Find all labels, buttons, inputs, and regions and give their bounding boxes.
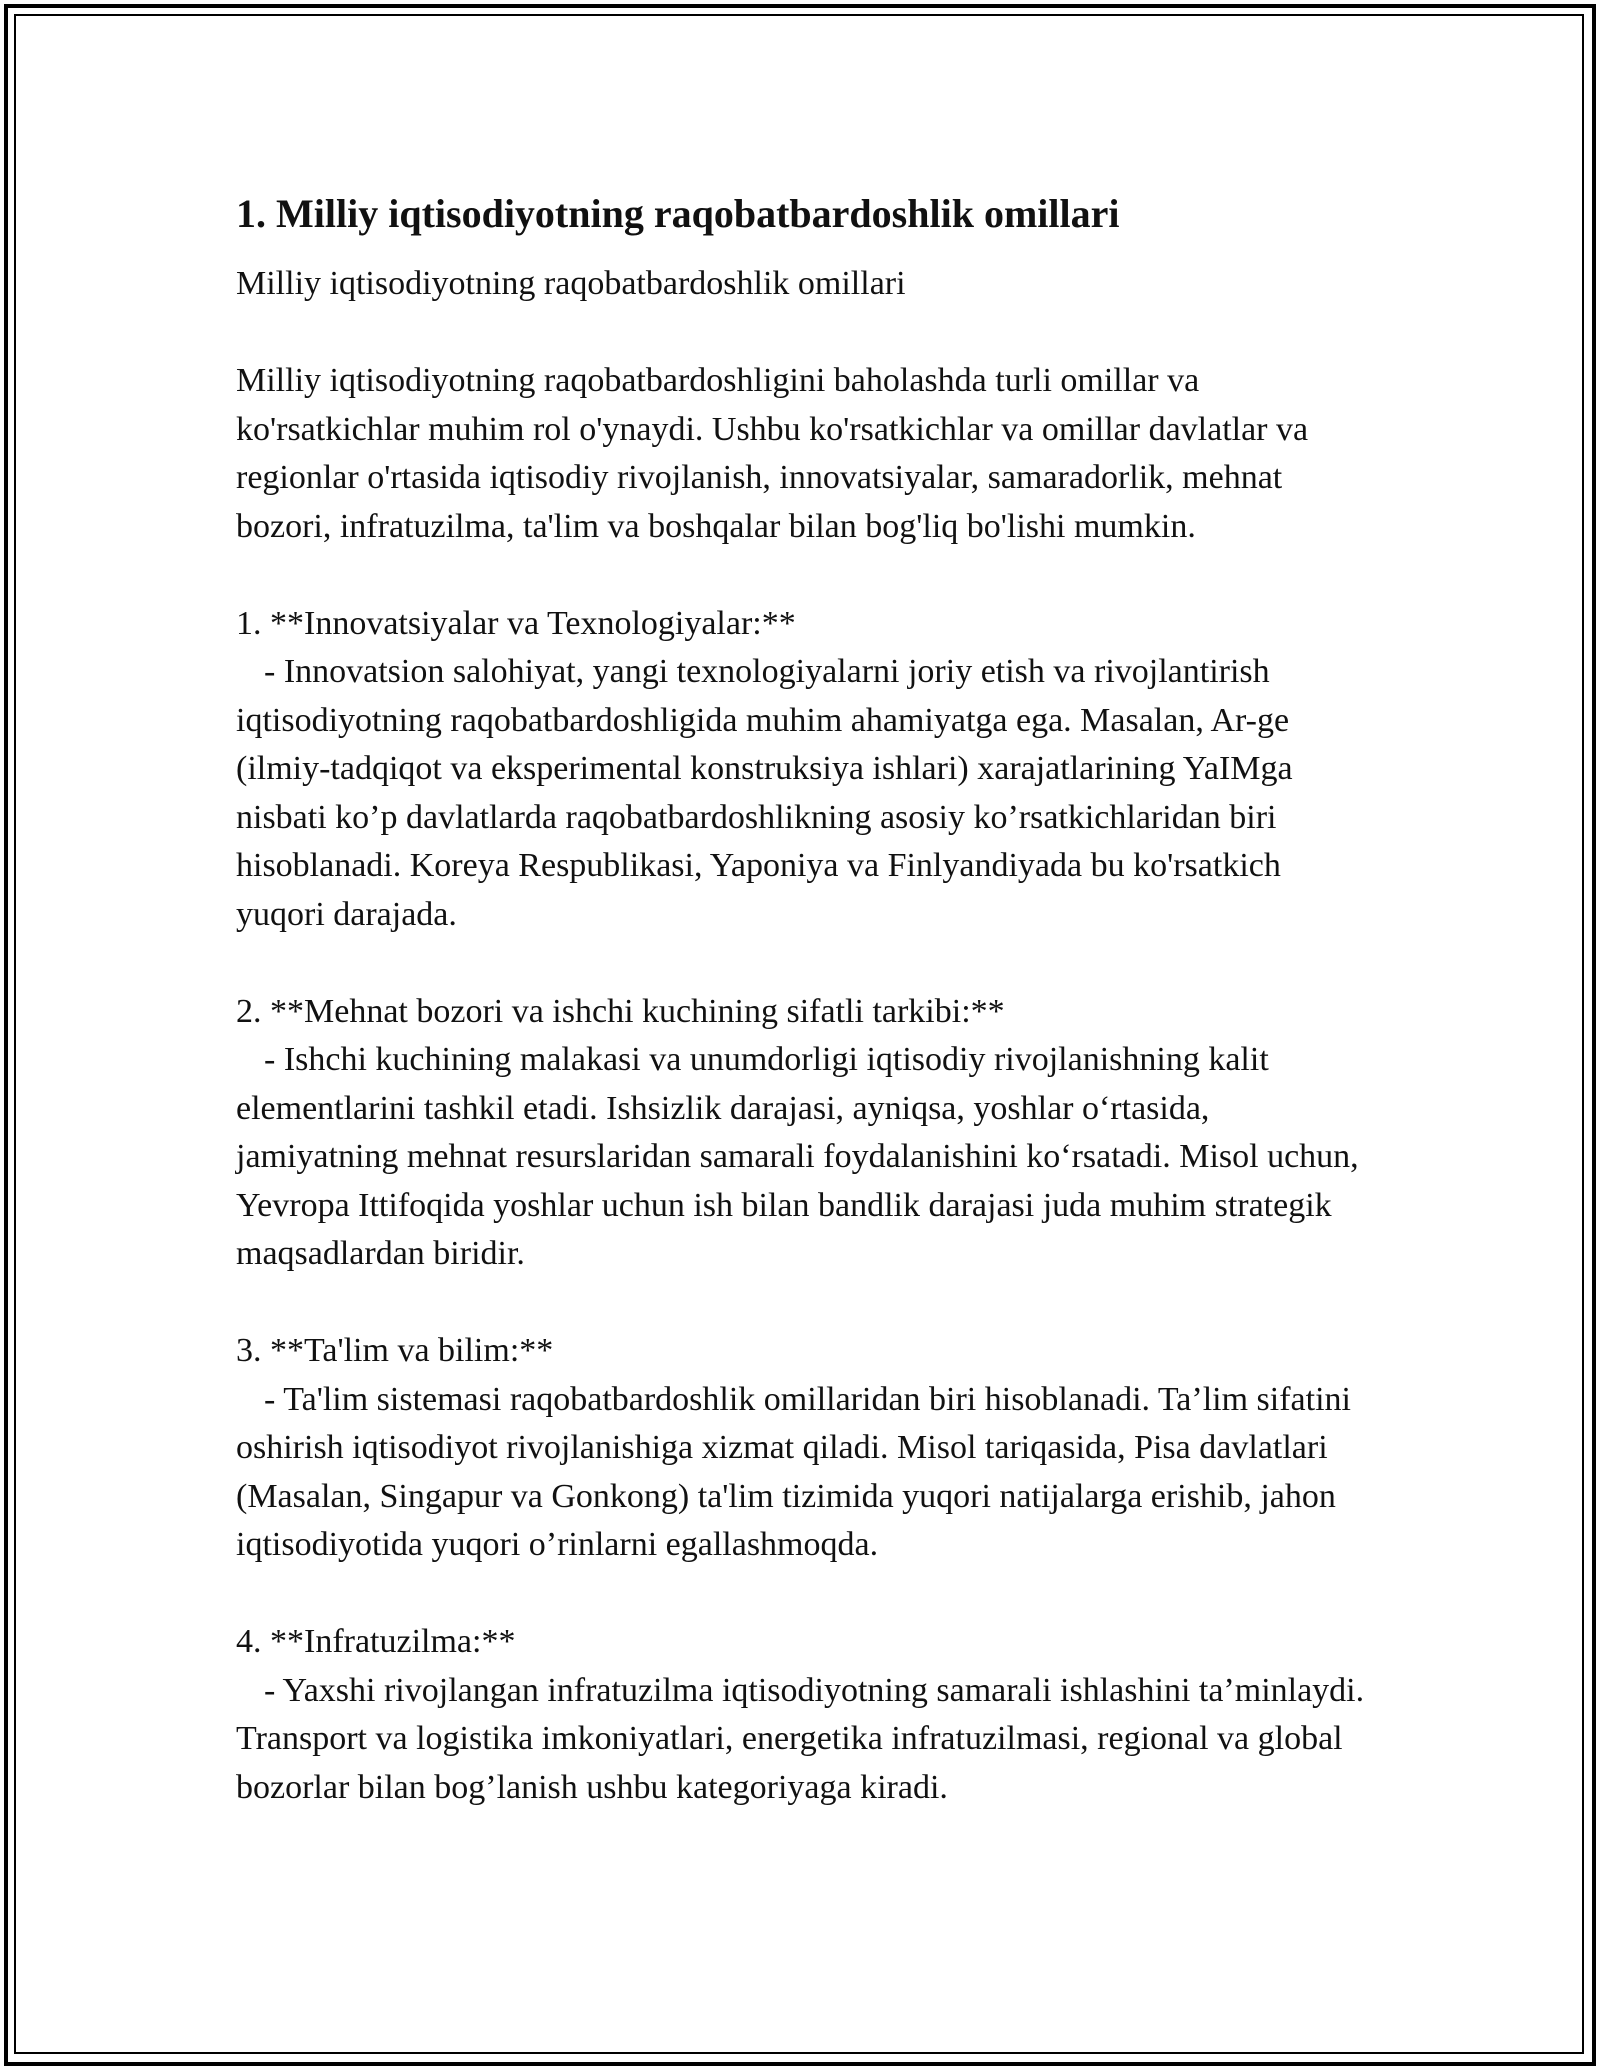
list-item-heading: 2. **Mehnat bozori va ishchi kuchining sifatli tarkibi:**: [236, 992, 1005, 1030]
list-item-education: [236, 1327, 1366, 1570]
document-body: [236, 190, 1366, 1861]
list-item-heading: 3. **Ta'lim va bilim:**: [236, 1332, 554, 1369]
list-item-text: - Ishchi kuchining malakasi va unumdorligi iqtisodiy rivojlanishning kalit elementlarini tashkil etadi. Ishsizlik darajasi, ayniqsa, yoshlar o‘rtasida, jamiyatning mehnat resurslaridan samarali foydalanishini ko‘rsatadi. Misol uchun, Yevropa Ittifoqida yoshlar uchun ish bilan bandlik darajasi juda muhim strategik maqsadlardan biridir.: [236, 1041, 1359, 1272]
intro-paragraph: Milliy iqtisodiyotning raqobatbardoshligini baholashda turli omillar va ko'rsatkichlar muhim rol o'ynaydi. Ushbu ko'rsatkichlar va omillar davlatlar va regionlar o'rtasida iqtisodiy rivojlanish, innovatsiyalar, samaradorlik, mehnat bozori, infratuzilma, ta'lim va boshqalar bilan bog'liq bo'lishi mumkin.: [236, 362, 1309, 545]
list-item-heading: 4. **Infratuzilma:**: [236, 1623, 516, 1660]
list-item-infrastructure: [236, 1618, 1366, 1812]
document-heading: 1. Milliy iqtisodiyotning raqobatbardoshlik omillari: [236, 191, 1120, 236]
document-subtitle: Milliy iqtisodiyotning raqobatbardoshlik omillari: [236, 265, 906, 302]
list-item-text: - Ta'lim sistemasi raqobatbardoshlik omillaridan biri hisoblanadi. Ta’lim sifatini oshirish iqtisodiyot rivojlanishiga xizmat qiladi. Misol tariqasida, Pisa davlatlari (Masalan, Singapur va Gonkong) ta'lim tizimida yuqori natijalarga erishib, jahon iqtisodiyotida yuqori o’rinlarni egallashmoqda.: [236, 1380, 1351, 1563]
list-item-text: - Yaxshi rivojlangan infratuzilma iqtisodiyotning samarali ishlashini ta’minlaydi. Transport va logistika imkoniyatlari, energetika infratuzilmasi, regional va global bozorlar bilan bog’lanish ushbu kategoriyaga kiradi.: [236, 1671, 1365, 1806]
list-item-labor-market: [236, 988, 1366, 1279]
list-item-text: - Innovatsion salohiyat, yangi texnologiyalarni joriy etish va rivojlantirish iqtisodiyotning raqobatbardoshligida muhim ahamiyatga ega. Masalan, Ar-ge (ilmiy-tadqiqot va eksperimental konstruksiya ishlari) xarajatlarining YaIMga nisbati ko’p davlatlarda raqobatbardoshlikning asosiy ko’rsatkichlaridan biri hisoblanadi. Koreya Respublikasi, Yaponiya va Finlyandiyada bu ko'rsatkich yuqori darajada.: [236, 653, 1293, 933]
list-item-heading: 1. **Innovatsiyalar va Texnologiyalar:**: [236, 604, 796, 642]
list-item-innovations: [236, 600, 1366, 940]
